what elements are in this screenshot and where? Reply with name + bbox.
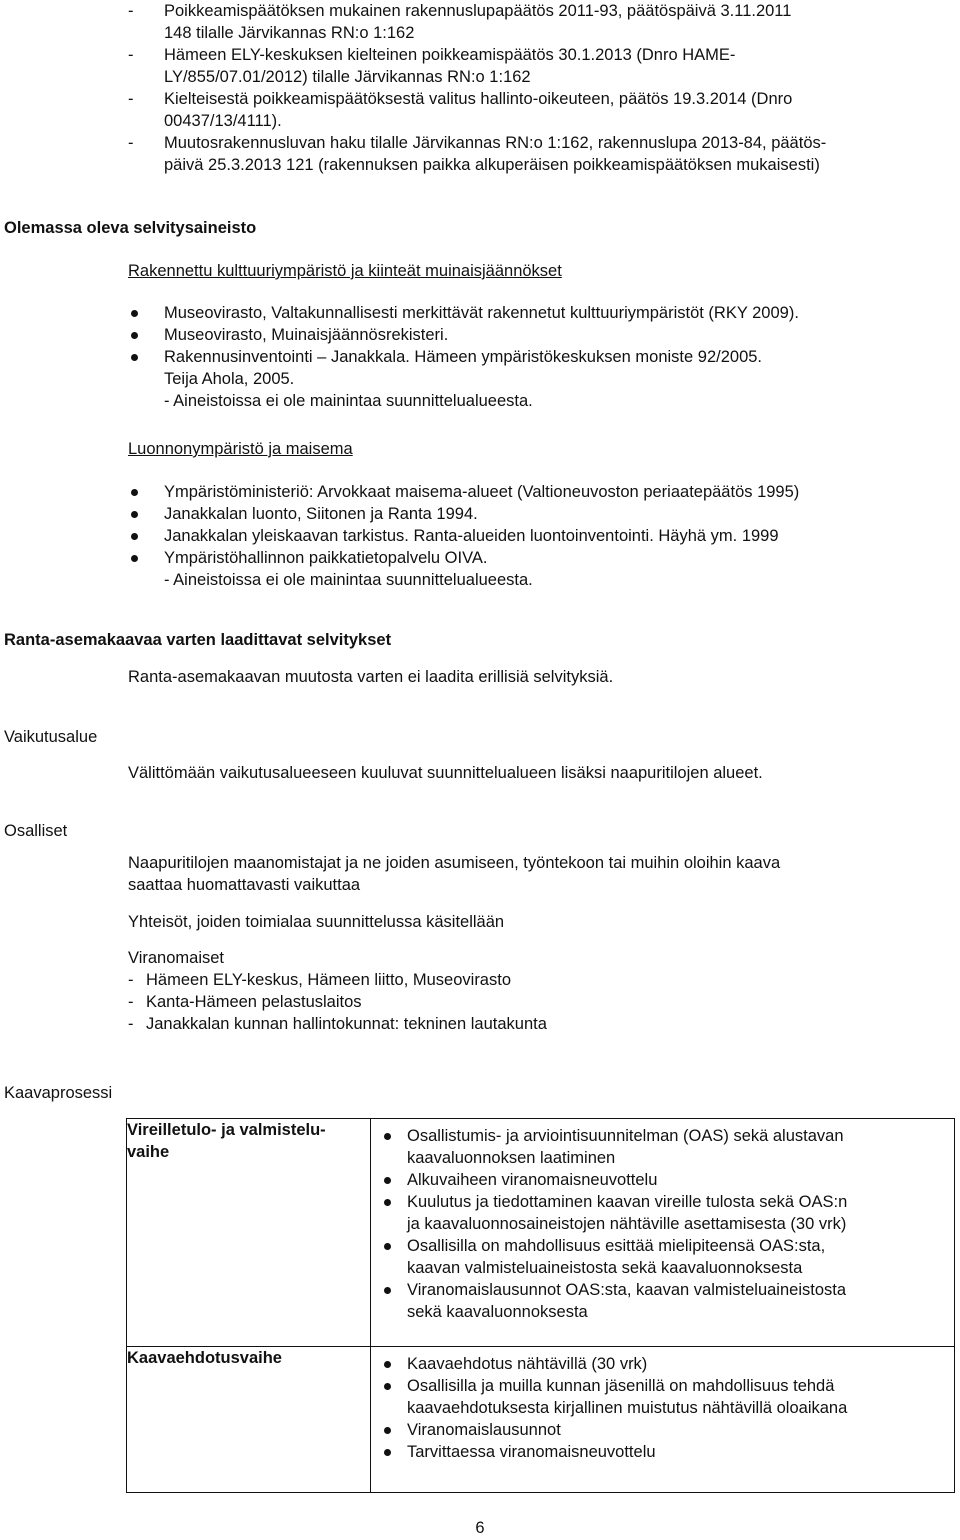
vaikutusalue-text: Välittömään vaikutusalueeseen kuuluvat suunnittelualueen lisäksi naapuritilojen alueet. [128, 764, 763, 782]
list-item [381, 1125, 944, 1169]
dash-marker: - [128, 2, 134, 20]
dash-marker: - [128, 993, 134, 1011]
dash-marker: - [128, 134, 134, 152]
list-item-line: Osallistumis- ja arviointisuunnitelman (OAS) sekä alustavan [407, 1127, 844, 1145]
bullet-icon [131, 332, 138, 339]
phase-label-line: Vireilletulo- ja valmistelu- [127, 1121, 326, 1139]
list-item-line: Kielteisestä poikkeamispäätöksestä valitus hallinto-oikeuteen, päätös 19.3.2014 (Dnro [164, 90, 793, 108]
section-heading-osalliset: Osalliset [4, 822, 68, 840]
list-item-line: ja kaavaluonnosaineistojen nähtäville asettamisesta (30 vrk) [407, 1215, 847, 1233]
list-item [128, 481, 958, 503]
list-item [381, 1279, 944, 1323]
list-item [128, 132, 958, 176]
ranta-text: Ranta-asemakaavan muutosta varten ei laadita erillisiä selvityksiä. [128, 668, 614, 686]
list-item [381, 1375, 944, 1419]
list-item-text: Museovirasto, Muinaisjäännösrekisteri. [164, 326, 449, 344]
list-item-line: 148 tilalle Järvikannas RN:o 1:162 [164, 24, 415, 42]
bullet-icon [384, 1199, 391, 1206]
dash-marker: - [128, 90, 134, 108]
list-item [128, 969, 958, 991]
list-item-text: Kanta-Hämeen pelastuslaitos [146, 993, 362, 1011]
list-item-continuation: Teija Ahola, 2005. [164, 370, 295, 388]
dash-marker: - [128, 46, 134, 64]
viranomaiset-list [128, 969, 958, 1035]
bullet-icon [131, 354, 138, 361]
phase-label-line: vaihe [127, 1143, 170, 1161]
list-item-line: LY/855/07.01/2012) tilalle Järvikannas RN:o 1:162 [164, 68, 531, 86]
bullet-icon [384, 1287, 391, 1294]
bullet-icon [131, 533, 138, 540]
note-text: - Aineistoissa ei ole mainintaa suunnittelualueesta. [164, 571, 533, 589]
bullet-icon [131, 310, 138, 317]
list-item-text: Janakkalan luonto, Siitonen ja Ranta 1994. [164, 505, 478, 523]
paragraph-line: saattaa huomattavasti vaikuttaa [128, 876, 361, 894]
section-heading-kaavaprosessi: Kaavaprosessi [4, 1084, 113, 1102]
list-item-line: Poikkeamispäätöksen mukainen rakennuslupapäätös 2011-93, päätöspäivä 3.11.2011 [164, 2, 792, 20]
rakennettu-sources [128, 302, 958, 412]
list-item-text: Janakkalan yleiskaavan tarkistus. Ranta-alueiden luontoinventointi. Häyhä ym. 1999 [164, 527, 779, 545]
phase-label-line: Kaavaehdotusvaihe [127, 1349, 282, 1367]
dash-marker: - [128, 971, 134, 989]
list-item [128, 44, 958, 88]
list-item-line: Osallisilla ja muilla kunnan jäsenillä on mahdollisuus tehdä [407, 1377, 835, 1395]
list-item [128, 503, 958, 525]
phase-cell [127, 1119, 371, 1347]
phase-cell [127, 1347, 371, 1493]
list-item [381, 1169, 944, 1191]
list-item-line: Viranomaislausunnot OAS:sta, kaavan valmisteluaineistosta [407, 1281, 847, 1299]
section-heading-olemassa: Olemassa oleva selvitysaineisto [4, 219, 257, 237]
osalliset-para1 [128, 852, 958, 896]
list-item [381, 1235, 944, 1279]
list-item [128, 525, 958, 547]
kaavaprosessi-table [126, 1118, 955, 1493]
list-item-text: Rakennusinventointi – Janakkala. Hämeen ympäristökeskuksen moniste 92/2005. [164, 348, 763, 366]
list-item-line: Kaavaehdotus nähtävillä (30 vrk) [407, 1355, 648, 1373]
list-item-line: Kuulutus ja tiedottaminen kaavan vireille tulosta sekä OAS:n [407, 1193, 848, 1211]
dash-marker: - [128, 1015, 134, 1033]
list-item-text: Museovirasto, Valtakunnallisesti merkittävät rakennetut kulttuuriympäristöt (RKY 2009). [164, 304, 799, 322]
bullet-icon [131, 489, 138, 496]
luonto-sources [128, 481, 958, 591]
list-item-line: Hämeen ELY-keskuksen kielteinen poikkeamispäätös 30.1.2013 (Dnro HAME- [164, 46, 736, 64]
list-item-line: Osallisilla on mahdollisuus esittää mielipiteensä OAS:sta, [407, 1237, 826, 1255]
list-item [128, 324, 958, 346]
list-item [381, 1353, 944, 1375]
subheading-rakennettu: Rakennettu kulttuuriympäristö ja kiinteät muinaisjäännökset [128, 262, 562, 280]
list-item [128, 346, 958, 368]
list-item-line: 00437/13/4111). [164, 112, 282, 130]
bullet-icon [131, 511, 138, 518]
section-heading-ranta: Ranta-asemakaavaa varten laadittavat selvitykset [4, 631, 392, 649]
list-item-text: Ympäristöhallinnon paikkatietopalvelu OIVA. [164, 549, 488, 567]
bullet-icon [384, 1449, 391, 1456]
list-item-line: Muutosrakennusluvan haku tilalle Järvikannas RN:o 1:162, rakennuslupa 2013-84, päätös- [164, 134, 827, 152]
tasks-cell [371, 1119, 955, 1347]
table-row [127, 1347, 955, 1493]
page-number: 6 [475, 1519, 485, 1537]
list-item-text: Hämeen ELY-keskus, Hämeen liitto, Museovirasto [146, 971, 511, 989]
bullet-icon [131, 555, 138, 562]
bullet-icon [384, 1427, 391, 1434]
top-decision-list [128, 0, 958, 176]
bullet-icon [384, 1243, 391, 1250]
osalliset-para2: Yhteisöt, joiden toimialaa suunnittelussa käsitellään [128, 913, 505, 931]
paragraph-line: Naapuritilojen maanomistajat ja ne joiden asumiseen, työntekoon tai muihin oloihin kaava [128, 854, 781, 872]
note-text: - Aineistoissa ei ole mainintaa suunnittelualueesta. [164, 392, 533, 410]
list-item [128, 547, 958, 569]
list-item [128, 302, 958, 324]
tasks-cell [371, 1347, 955, 1493]
section-heading-vaikutusalue: Vaikutusalue [4, 728, 98, 746]
list-item-text: Janakkalan kunnan hallintokunnat: tekninen lautakunta [146, 1015, 547, 1033]
table-row [127, 1119, 955, 1347]
list-item-text: Ympäristöministeriö: Arvokkaat maisema-alueet (Valtioneuvoston periaatepäätös 1995) [164, 483, 800, 501]
bullet-icon [384, 1383, 391, 1390]
list-item-line: kaavan valmisteluaineistosta sekä kaavaluonnoksesta [407, 1259, 803, 1277]
list-item-line: Viranomaislausunnot [407, 1421, 561, 1439]
list-item [381, 1419, 944, 1441]
bullet-icon [384, 1177, 391, 1184]
list-item [128, 1013, 958, 1035]
list-item [128, 0, 958, 44]
list-item [381, 1191, 944, 1235]
list-item-line: Tarvittaessa viranomaisneuvottelu [407, 1443, 656, 1461]
bullet-icon [384, 1133, 391, 1140]
list-item [381, 1441, 944, 1463]
list-item [128, 991, 958, 1013]
viranomaiset-label: Viranomaiset [128, 949, 224, 967]
list-item-line: kaavaehdotuksesta kirjallinen muistutus nähtävillä oloaikana [407, 1399, 848, 1417]
list-item-line: sekä kaavaluonnoksesta [407, 1303, 588, 1321]
list-item-line: päivä 25.3.2013 121 (rakennuksen paikka alkuperäisen poikkeamispäätöksen mukaisesti) [164, 156, 820, 174]
bullet-icon [384, 1361, 391, 1368]
list-item [128, 88, 958, 132]
list-item-line: kaavaluonnoksen laatiminen [407, 1149, 616, 1167]
list-item-line: Alkuvaiheen viranomaisneuvottelu [407, 1171, 658, 1189]
subheading-luonto: Luonnonympäristö ja maisema [128, 440, 353, 458]
